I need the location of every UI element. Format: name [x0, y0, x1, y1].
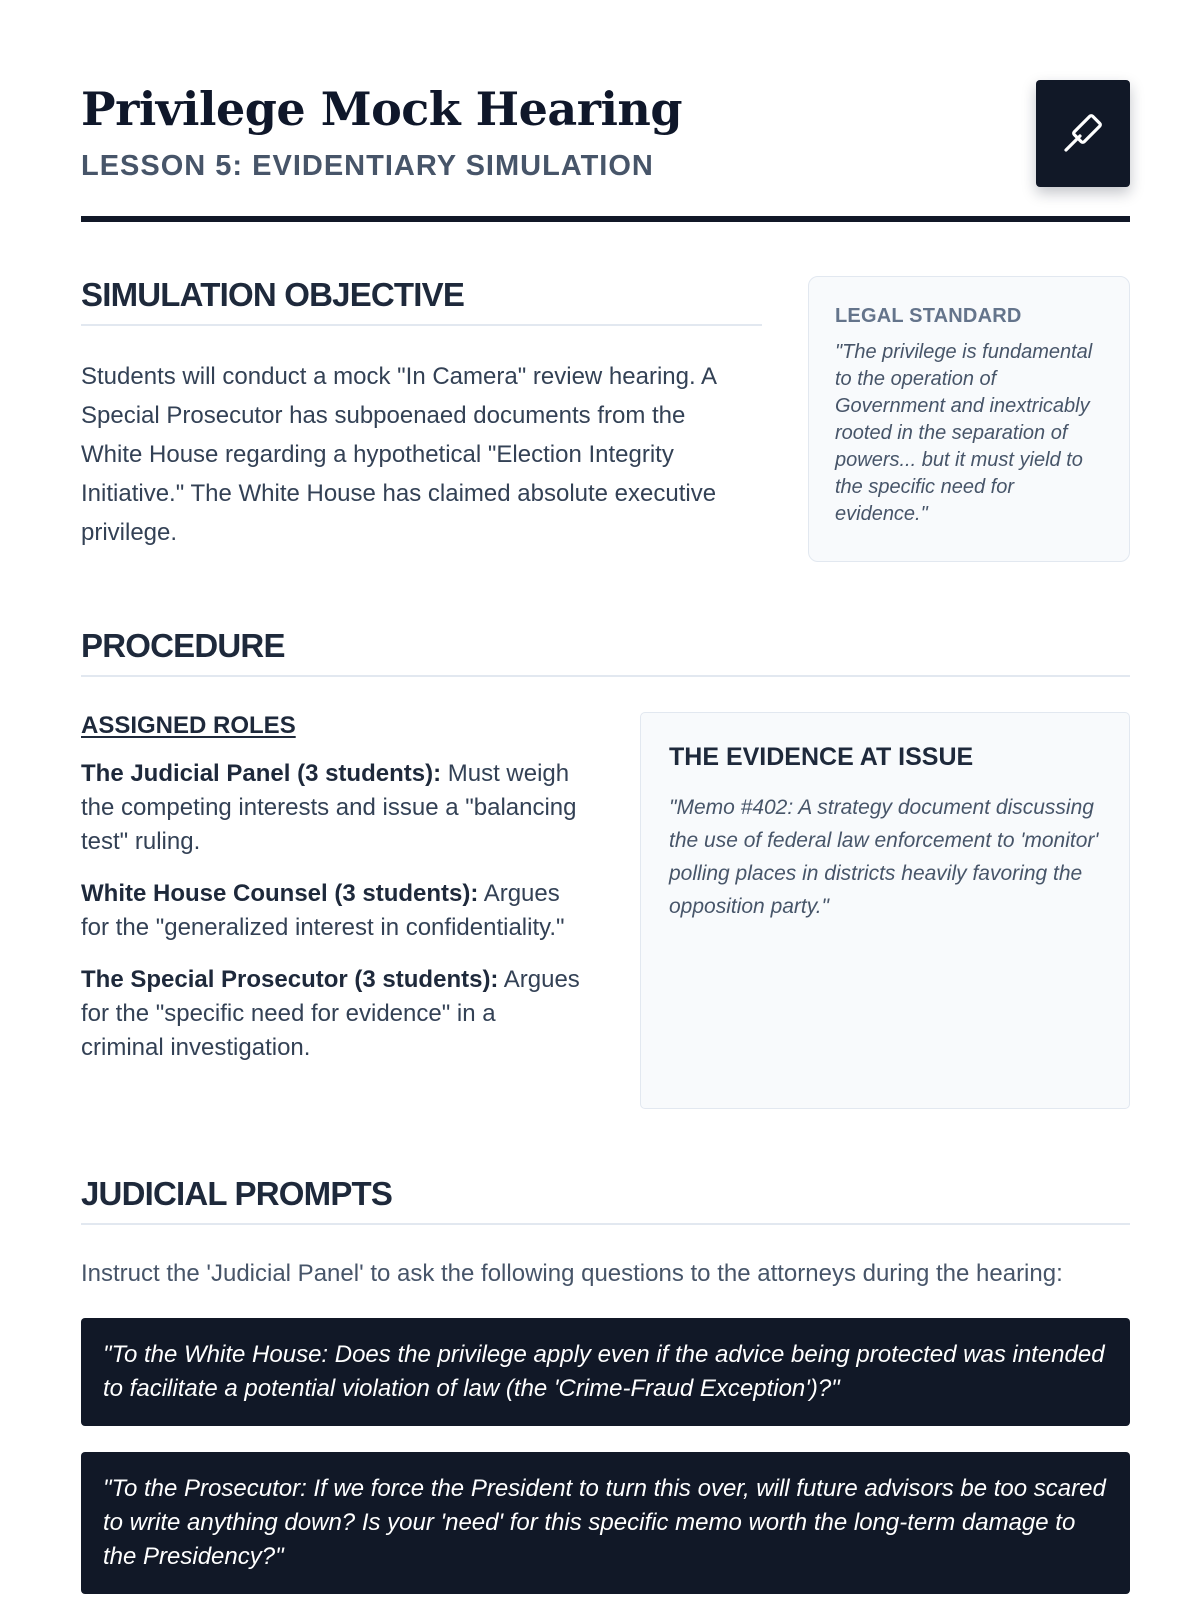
assigned-roles: [81, 712, 581, 1083]
role-description: Argues for the "generalized interest in confidentiality.": [81, 880, 565, 941]
evidence-card: [640, 712, 1130, 1109]
section-heading-objective: SIMULATION OBJECTIVE: [81, 276, 762, 326]
role-name: The Special Prosecutor (3 students):: [81, 966, 499, 993]
prompts-intro: Instruct the 'Judicial Panel' to ask the following questions to the attorneys during the hearing:: [81, 1260, 1063, 1287]
gavel-icon: [1058, 109, 1108, 159]
role-name: White House Counsel (3 students):: [81, 880, 479, 907]
gavel-badge: [1036, 80, 1130, 187]
evidence-label: THE EVIDENCE AT ISSUE: [669, 743, 974, 771]
legal-standard-label: LEGAL STANDARD: [835, 305, 1022, 327]
section-heading-procedure: PROCEDURE: [81, 627, 1130, 677]
page-title: Privilege Mock Hearing: [81, 82, 683, 136]
legal-standard-quote: "The privilege is fundamental to the operation of Government and inextricably rooted in the separation of powers... but it must yield to the specific need for evidence.": [835, 341, 1093, 525]
evidence-quote: "Memo #402: A strategy document discussing the use of federal law enforcement to 'monitor' polling places in districts heavily favoring the opposition party.": [669, 796, 1099, 918]
role-name: The Judicial Panel (3 students):: [81, 760, 442, 787]
legal-standard-card: [808, 276, 1130, 562]
role-description: Argues for the "specific need for evidence" in a criminal investigation.: [81, 966, 580, 1061]
prompt-card: "To the White House: Does the privilege apply even if the advice being protected was intended to facilitate a potential violation of law (the 'Crime-Fraud Exception')?": [81, 1318, 1130, 1426]
role-item: [81, 963, 581, 1065]
role-item: [81, 877, 581, 945]
section-heading-prompts: JUDICIAL PROMPTS: [81, 1175, 1130, 1225]
role-item: [81, 757, 581, 859]
prompt-card: "To the Prosecutor: If we force the President to turn this over, will future advisors be too scared to write anything down? Is your 'need' for this specific memo worth the long-term damage to the Presidency?": [81, 1452, 1130, 1594]
assigned-roles-label: ASSIGNED ROLES: [81, 712, 296, 739]
page-subtitle: LESSON 5: EVIDENTIARY SIMULATION: [81, 150, 654, 182]
objective-paragraph: Students will conduct a mock "In Camera" review hearing. A Special Prosecutor has subpoenaed documents from the White House regarding a hypothetical "Election Integrity Initiative." The White House has claimed absolute executive privilege.: [81, 363, 717, 546]
page-header: [81, 80, 1130, 222]
role-description: Must weigh the competing interests and issue a "balancing test" ruling.: [81, 760, 577, 855]
